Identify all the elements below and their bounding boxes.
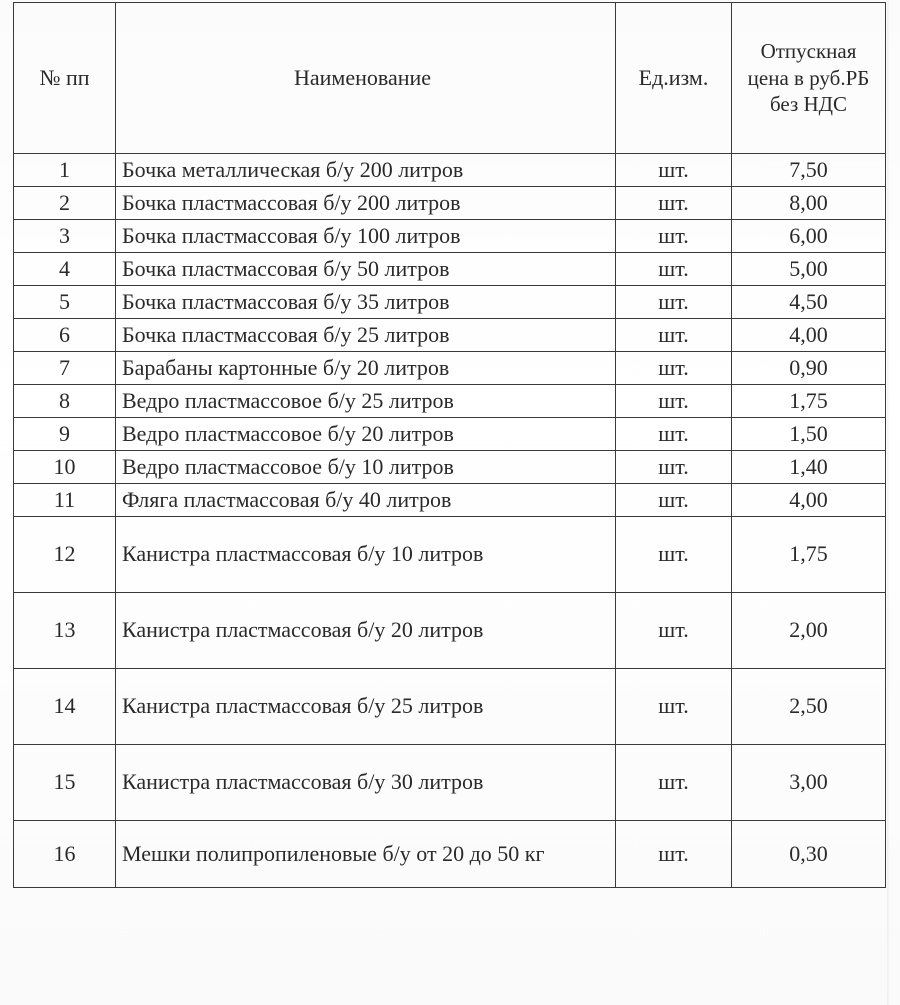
row-price: 1,75 <box>732 517 886 593</box>
row-number: 16 <box>14 821 116 888</box>
row-price: 1,40 <box>732 451 886 484</box>
page-edge-shadow <box>887 0 890 1005</box>
row-number: 8 <box>14 385 116 418</box>
table-row <box>14 253 886 286</box>
row-unit: шт. <box>616 451 732 484</box>
table-row <box>14 385 886 418</box>
row-unit: шт. <box>616 418 732 451</box>
row-price: 0,90 <box>732 352 886 385</box>
row-name: Ведро пластмассовое б/у 10 литров <box>116 451 616 484</box>
row-price: 4,50 <box>732 286 886 319</box>
row-name: Барабаны картонные б/у 20 литров <box>116 352 616 385</box>
row-name: Канистра пластмассовая б/у 25 литров <box>116 669 616 745</box>
row-number: 13 <box>14 593 116 669</box>
table-row <box>14 352 886 385</box>
row-number: 5 <box>14 286 116 319</box>
table-row <box>14 517 886 593</box>
row-unit: шт. <box>616 253 732 286</box>
row-name: Ведро пластмассовое б/у 20 литров <box>116 418 616 451</box>
row-price: 3,00 <box>732 745 886 821</box>
row-unit: шт. <box>616 385 732 418</box>
table-row <box>14 669 886 745</box>
row-price: 2,50 <box>732 669 886 745</box>
row-name: Бочка пластмассовая б/у 50 литров <box>116 253 616 286</box>
row-number: 9 <box>14 418 116 451</box>
row-price: 6,00 <box>732 220 886 253</box>
row-unit: шт. <box>616 745 732 821</box>
row-number: 1 <box>14 154 116 187</box>
table-header-row <box>14 3 886 154</box>
header-unit: Ед.изм. <box>616 3 732 154</box>
row-unit: шт. <box>616 517 732 593</box>
header-price: Отпускная цена в руб.РБ без НДС <box>732 3 886 154</box>
table-row <box>14 418 886 451</box>
row-name: Ведро пластмассовое б/у 25 литров <box>116 385 616 418</box>
row-price: 4,00 <box>732 484 886 517</box>
row-name: Бочка металлическая б/у 200 литров <box>116 154 616 187</box>
row-name: Мешки полипропиленовые б/у от 20 до 50 кг <box>116 821 616 888</box>
row-name: Канистра пластмассовая б/у 10 литров <box>116 517 616 593</box>
row-number: 10 <box>14 451 116 484</box>
row-price: 0,30 <box>732 821 886 888</box>
table-row <box>14 484 886 517</box>
row-number: 7 <box>14 352 116 385</box>
price-table <box>13 2 886 888</box>
row-name: Бочка пластмассовая б/у 25 литров <box>116 319 616 352</box>
row-price: 2,00 <box>732 593 886 669</box>
row-price: 1,50 <box>732 418 886 451</box>
row-unit: шт. <box>616 352 732 385</box>
row-unit: шт. <box>616 187 732 220</box>
row-name: Канистра пластмассовая б/у 30 литров <box>116 745 616 821</box>
row-price: 7,50 <box>732 154 886 187</box>
row-number: 11 <box>14 484 116 517</box>
row-number: 4 <box>14 253 116 286</box>
row-name: Канистра пластмассовая б/у 20 литров <box>116 593 616 669</box>
row-unit: шт. <box>616 669 732 745</box>
row-unit: шт. <box>616 593 732 669</box>
row-price: 4,00 <box>732 319 886 352</box>
table-row <box>14 187 886 220</box>
row-price: 8,00 <box>732 187 886 220</box>
row-unit: шт. <box>616 319 732 352</box>
table-row <box>14 319 886 352</box>
table-row <box>14 451 886 484</box>
row-name: Бочка пластмассовая б/у 200 литров <box>116 187 616 220</box>
row-number: 2 <box>14 187 116 220</box>
row-number: 12 <box>14 517 116 593</box>
row-unit: шт. <box>616 286 732 319</box>
row-name: Бочка пластмассовая б/у 100 литров <box>116 220 616 253</box>
row-number: 14 <box>14 669 116 745</box>
table-row <box>14 745 886 821</box>
table-row <box>14 154 886 187</box>
row-number: 15 <box>14 745 116 821</box>
row-unit: шт. <box>616 484 732 517</box>
row-name: Бочка пластмассовая б/у 35 литров <box>116 286 616 319</box>
header-name: Наименование <box>116 3 616 154</box>
row-unit: шт. <box>616 821 732 888</box>
table-row <box>14 593 886 669</box>
header-number: № пп <box>14 3 116 154</box>
table-row <box>14 821 886 888</box>
table-row <box>14 220 886 253</box>
row-unit: шт. <box>616 154 732 187</box>
row-unit: шт. <box>616 220 732 253</box>
row-name: Фляга пластмассовая б/у 40 литров <box>116 484 616 517</box>
row-number: 3 <box>14 220 116 253</box>
row-price: 1,75 <box>732 385 886 418</box>
row-price: 5,00 <box>732 253 886 286</box>
table-row <box>14 286 886 319</box>
row-number: 6 <box>14 319 116 352</box>
